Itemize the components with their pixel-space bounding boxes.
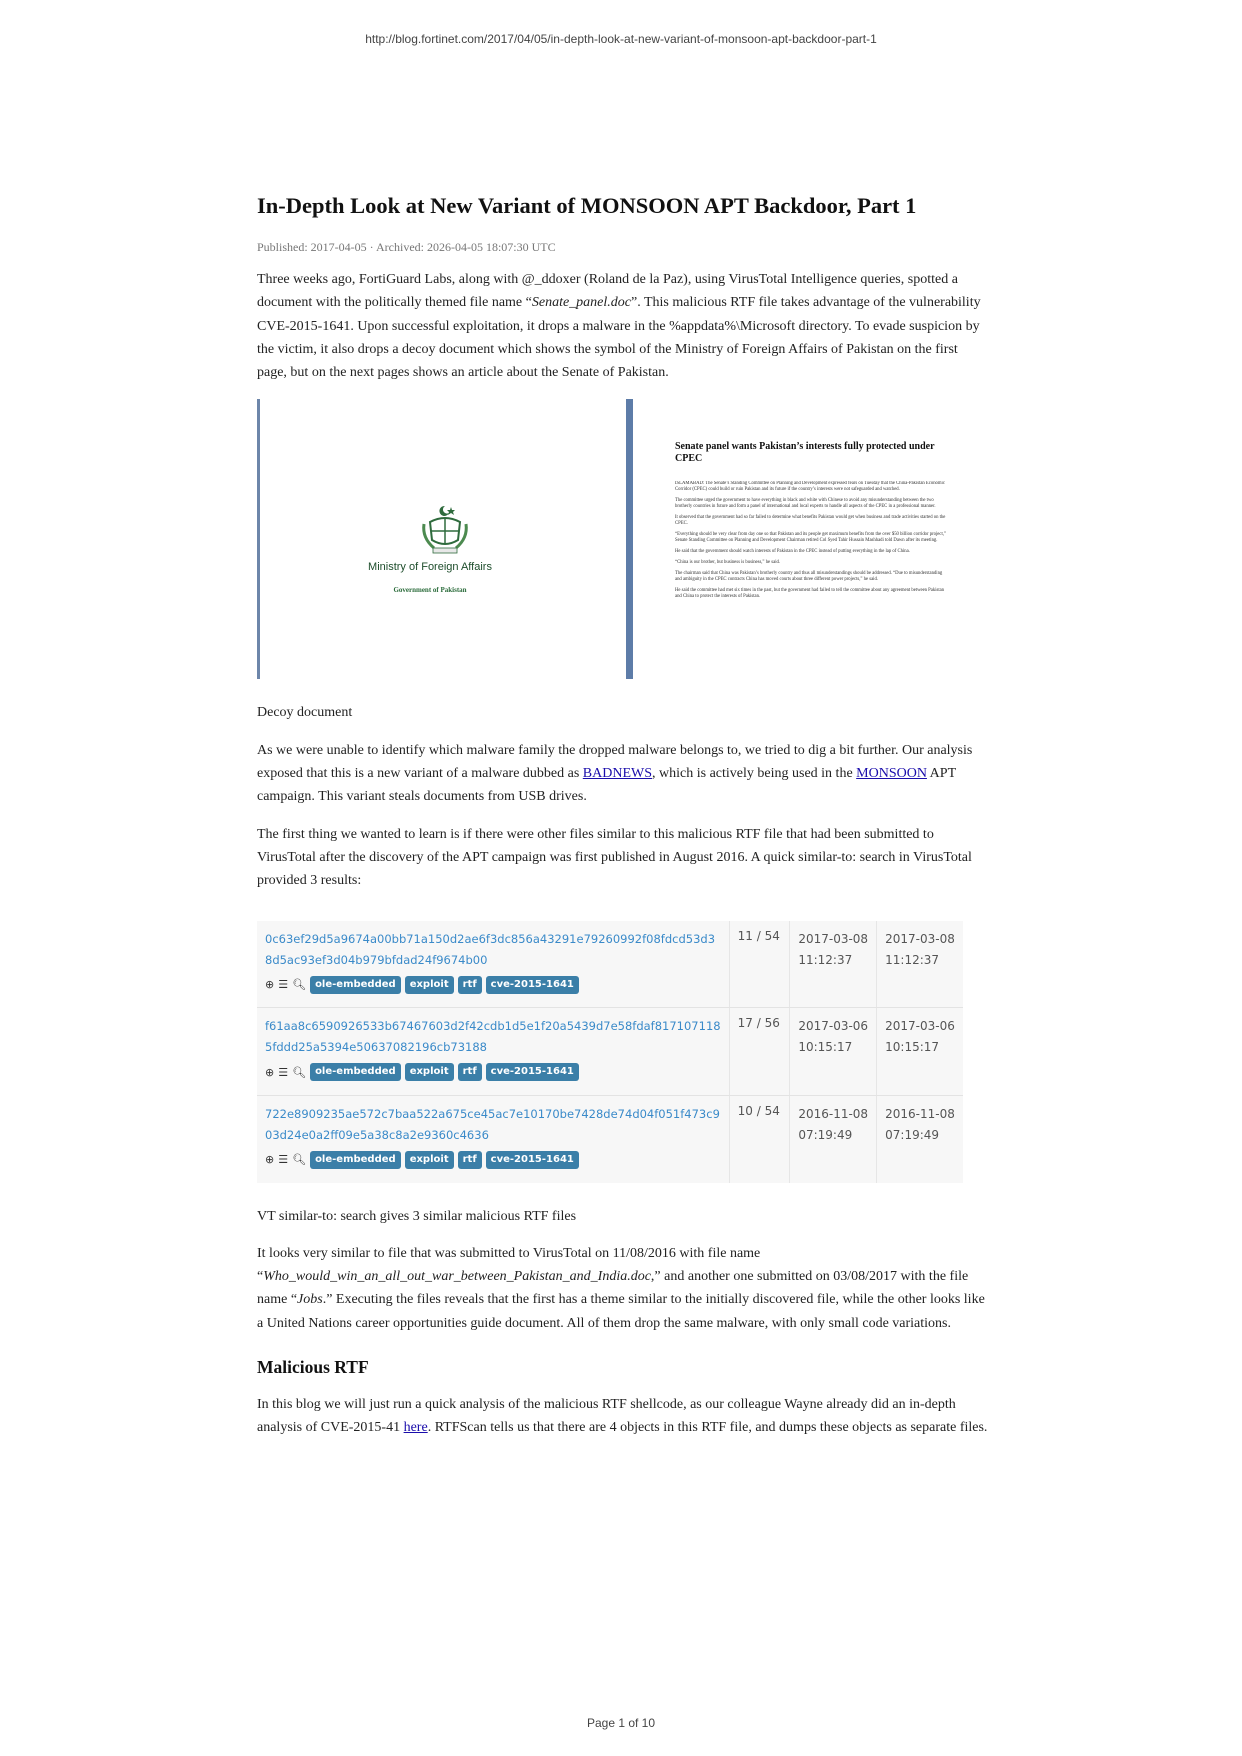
file-hash-link[interactable]: 722e8909235ae572c7baa522a675ce45ac7e10170be7428de74d04f051f473c903d24e0a2ff09e5a38c8a2e9360c4636 — [265, 1106, 720, 1142]
section-heading-malicious-rtf: Malicious RTF — [257, 1357, 369, 1378]
filename-senate: Senate_panel.doc — [531, 295, 631, 311]
pakistan-emblem-icon — [420, 504, 470, 554]
article — [257, 188, 991, 1440]
last-submission: 2017-03-06 10:15:17 — [877, 1008, 963, 1096]
tag-rtf[interactable]: rtf — [458, 976, 482, 994]
detection-ratio: 10 / 54 — [729, 1095, 790, 1182]
search-icon[interactable]: 🔍︎ — [292, 1065, 307, 1079]
list-icon[interactable]: ☰ — [278, 978, 289, 992]
decoy-paragraph: “Everything should be very clear from day one so that Pakistan and its people get maximum benefits from the over $50 billion corridor project,” Senate Standing Committee on Planning and Development Chairman retired Col Syed Tahir Hussain Mashhadi told Dawn after its meeting. — [675, 532, 947, 544]
decoy-paragraph: He said the committee had met six times in the past, but the government had failed to tell the committee about any agreement between Pakistan and China to protect the interests of Pakistan. — [675, 588, 945, 600]
article-meta: Published: 2017-04-05 · Archived: 2026-04-05 18:07:30 UTC — [257, 240, 556, 254]
tag-cve[interactable]: cve-2015-1641 — [486, 976, 579, 994]
caption-decoy: Decoy document — [257, 705, 353, 721]
table-row[interactable] — [257, 1095, 963, 1182]
tag-cve[interactable]: cve-2015-1641 — [486, 1063, 579, 1081]
tag-rtf[interactable]: rtf — [458, 1063, 482, 1081]
download-icon[interactable]: ⊕ — [265, 978, 275, 992]
tag-exploit[interactable]: exploit — [405, 976, 454, 994]
download-icon[interactable]: ⊕ — [265, 1065, 275, 1079]
decoy-ministry-label: Ministry of Foreign Affairs — [368, 561, 492, 574]
decoy-paragraph: The committee urged the government to have everything in black and white with Chinese to avoid any misunderstanding between the two brotherly countries in future and form a panel of international and local experts to handle all aspects of the CPEC in a professional manner. — [675, 498, 936, 510]
paragraph-similar-files: It looks very similar to file that was submitted to VirusTotal on 11/08/2016 with file name “Who_would_win_an_all_out_war_between_Pakistan_and_India.doc,” and another one submitted on 03/08/2017 with the file name “Jobs.” Executing the files reveals that the first has a theme similar to the initially discovered file, while the other looks like a United Nations career opportunities guide document. All of them drop the same malware, with only small code variations. — [257, 1245, 985, 1331]
first-submission: 2017-03-08 11:12:37 — [790, 921, 877, 1008]
link-here[interactable]: here — [403, 1420, 428, 1436]
tag-exploit[interactable]: exploit — [405, 1151, 454, 1169]
first-submission: 2016-11-08 07:19:49 — [790, 1095, 877, 1182]
tag-ole-embedded[interactable]: ole-embedded — [310, 1063, 401, 1081]
link-badnews[interactable]: BADNEWS — [582, 766, 653, 782]
table-row[interactable] — [257, 1008, 963, 1096]
download-icon[interactable]: ⊕ — [265, 1153, 275, 1167]
last-submission: 2016-11-08 07:19:49 — [877, 1095, 963, 1182]
decoy-article-body — [675, 481, 950, 676]
decoy-article-title: Senate panel wants Pakistan’s interests fully protected under CPEC — [675, 441, 935, 465]
file-hash-link[interactable]: f61aa8c6590926533b67467603d2f42cdb1d5e1f20a5439d7e58fdaf8171071185fddd25a5394e50637082196cb73188 — [265, 1019, 721, 1055]
decoy-page-article — [626, 399, 998, 679]
decoy-page-mofa — [257, 399, 585, 679]
last-submission: 2017-03-08 11:12:37 — [877, 921, 963, 1008]
paragraph-rtf-analysis: In this blog we will just run a quick analysis of the malicious RTF shellcode, as our colleague Wayne already did an in-depth analysis of CVE-2015-41 here. RTFScan tells us that there are 4 objects in this RTF file, and dumps these objects as separate files. — [257, 1397, 988, 1436]
virustotal-results-table — [257, 921, 963, 1183]
table-row[interactable] — [257, 921, 963, 1008]
page-number: Page 1 of 10 — [586, 1716, 656, 1730]
decoy-document-image — [257, 399, 991, 679]
detection-ratio: 17 / 56 — [729, 1008, 790, 1096]
decoy-paragraph: He said that the government should watch interests of Pakistan in the CPEC instead of putting everything in the lap of China. — [675, 549, 910, 555]
decoy-paragraph: “China is our brother, but business is business,” he said. — [675, 560, 781, 566]
filename-jobs: Jobs — [297, 1292, 323, 1308]
caption-vt: VT similar-to: search gives 3 similar malicious RTF files — [257, 1208, 577, 1224]
first-submission: 2017-03-06 10:15:17 — [790, 1008, 877, 1096]
tag-exploit[interactable]: exploit — [405, 1063, 454, 1081]
search-icon[interactable]: 🔍︎ — [292, 978, 307, 992]
decoy-government-label: Government of Pakistan — [393, 586, 467, 595]
link-monsoon[interactable]: MONSOON — [856, 766, 927, 782]
article-title: In-Depth Look at New Variant of MONSOON APT Backdoor, Part 1 — [257, 193, 917, 218]
paragraph-similar-search: The first thing we wanted to learn is if there were other files similar to this malicious RTF file that had been submitted to VirusTotal after the discovery of the APT campaign was first published in August 2016. A quick similar-to: search in VirusTotal provided 3 results: — [257, 826, 972, 889]
detection-ratio: 11 / 54 — [729, 921, 790, 1008]
search-icon[interactable]: 🔍︎ — [292, 1153, 307, 1167]
tag-ole-embedded[interactable]: ole-embedded — [310, 976, 401, 994]
list-icon[interactable]: ☰ — [278, 1065, 289, 1079]
page-url: http://blog.fortinet.com/2017/04/05/in-depth-look-at-new-variant-of-monsoon-apt-backdoor-part-1 — [365, 32, 877, 46]
paragraph-badnews: As we were unable to identify which malware family the dropped malware belongs to, we tried to dig a bit further. Our analysis exposed that this is a new variant of a malware dubbed as BADNEWS, which is actively being used in the MONSOON APT campaign. This variant steals documents from USB drives. — [257, 742, 973, 805]
file-hash-link[interactable]: 0c63ef29d5a9674a00bb71a150d2ae6f3dc856a43291e79260992f08fdcd53d38d5ac93ef3d04b979bfdad24f9674b00 — [265, 931, 716, 967]
list-icon[interactable]: ☰ — [278, 1153, 289, 1167]
tag-rtf[interactable]: rtf — [458, 1151, 482, 1169]
decoy-paragraph: ISLAMABAD: The Senate’s Standing Committee on Planning and Development expressed fears on Tuesday that the China-Pakistan Economic Corridor (CPEC) could build or ruin Pakistan and its future if the country’s interests were not safeguarded and watched. — [675, 481, 945, 493]
filename-war: Who_would_win_an_all_out_war_between_Pakistan_and_India.doc — [263, 1269, 651, 1285]
decoy-paragraph: The chairman said that China was Pakistan’s brotherly country and thus all misunderstandings should be addressed. “Due to misunderstanding and ambiguity in the CPEC contracts China has moved courts about three different power projects,” he said. — [675, 571, 943, 583]
decoy-paragraph: It observed that the government had so far failed to determine what benefits Pakistan would get when business and trade activities started on the CPEC. — [675, 515, 946, 527]
tag-cve[interactable]: cve-2015-1641 — [486, 1151, 579, 1169]
paragraph-intro: Three weeks ago, FortiGuard Labs, along with @_ddoxer (Roland de la Paz), using VirusTotal Intelligence queries, spotted a document with the politically themed file name “Senate_panel.doc”. This malicious RTF file takes advantage of the vulnerability CVE-2015-1641. Upon successful exploitation, it drops a malware in the %appdata%\Microsoft directory. To evade suspicion by the victim, it also drops a decoy document which shows the symbol of the Ministry of Foreign Affairs of Pakistan on the first page, but on the next pages shows an article about the Senate of Pakistan. — [257, 272, 981, 381]
tag-ole-embedded[interactable]: ole-embedded — [310, 1151, 401, 1169]
